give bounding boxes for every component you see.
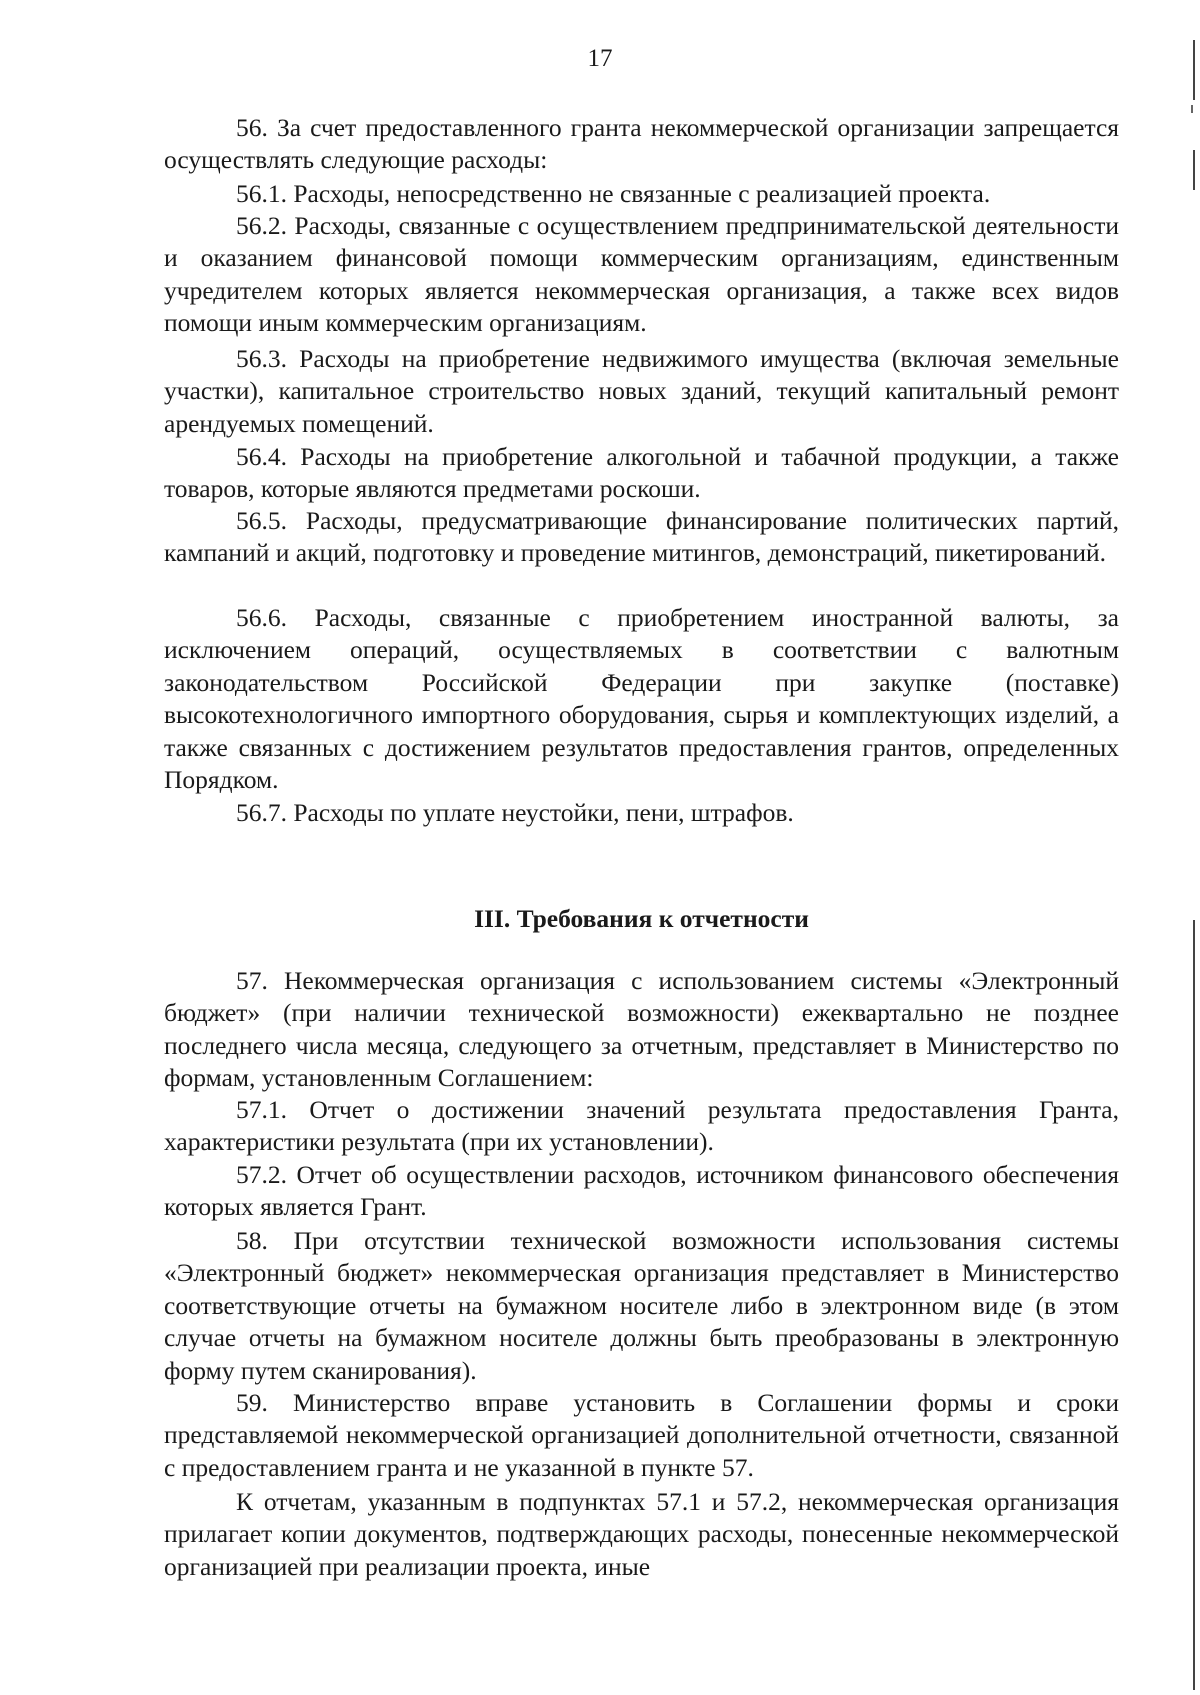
page-number: 17	[587, 45, 613, 72]
section-heading: III. Требования к отчетности	[474, 904, 809, 933]
paragraph-59: 59. Министерство вправе установить в Соглашении формы и сроки представляемой некоммерческой организацией дополнительной отчетности, связанной с предоставлением гранта и не указанной в пункте 57.	[164, 1388, 1119, 1482]
scan-edge-mark	[1193, 150, 1195, 190]
paragraph-56-6: 56.6. Расходы, связанные с приобретением иностранной валюты, за исключением операций, осуществляемых в соответствии с валютным законодательством Российской Федерации при закупке (поставке) высокотехнологичного импортного оборудования, сырья и комплектующих изделий, а также связанных с достижением результатов предоставления грантов, определенных Порядком.	[164, 603, 1119, 795]
paragraph-57-2: 57.2. Отчет об осуществлении расходов, источником финансового обеспечения которых является Грант.	[164, 1160, 1119, 1222]
paragraph-56: 56. За счет предоставленного гранта некоммерческой организации запрещается осуществлять следующие расходы:	[164, 113, 1119, 175]
scan-edge-mark	[1193, 40, 1195, 100]
paragraph-56-2: 56.2. Расходы, связанные с осуществлением предпринимательской деятельности и оказанием финансовой помощи коммерческим организациям, единственным учредителем которых является некоммерческая организация, а также всех видов помощи иным коммерческим организациям.	[164, 211, 1119, 338]
paragraph-56-1: 56.1. Расходы, непосредственно не связанные с реализацией проекта.	[236, 179, 991, 208]
paragraph-56-4: 56.4. Расходы на приобретение алкогольной и табачной продукции, а также товаров, которые являются предметами роскоши.	[164, 442, 1119, 504]
scan-edge-mark	[1193, 920, 1195, 1690]
paragraph-56-7: 56.7. Расходы по уплате неустойки, пени, штрафов.	[236, 798, 794, 827]
paragraph-56-3: 56.3. Расходы на приобретение недвижимого имущества (включая земельные участки), капитальное строительство новых зданий, текущий капитальный ремонт арендуемых помещений.	[164, 344, 1119, 438]
paragraph-57: 57. Некоммерческая организация с использованием системы «Электронный бюджет» (при наличии технической возможности) ежеквартально не позднее последнего числа месяца, следующего за отчетным, представляет в Министерство по формам, установленным Соглашением:	[164, 966, 1119, 1093]
scan-edge-mark	[1191, 105, 1193, 113]
paragraph-57-1: 57.1. Отчет о достижении значений результата предоставления Гранта, характеристики результата (при их установлении).	[164, 1095, 1119, 1157]
paragraph-56-5: 56.5. Расходы, предусматривающие финансирование политических партий, кампаний и акций, подготовку и проведение митингов, демонстраций, пикетирований.	[164, 506, 1119, 568]
paragraph-58: 58. При отсутствии технической возможности использования системы «Электронный бюджет» некоммерческая организация представляет в Министерство соответствующие отчеты на бумажном носителе либо в электронном виде (в этом случае отчеты на бумажном носителе должны быть преобразованы в электронную форму путем сканирования).	[164, 1226, 1119, 1385]
paragraph-attachments: К отчетам, указанным в подпунктах 57.1 и 57.2, некоммерческая организация прилагает копии документов, подтверждающих расходы, понесенные некоммерческой организацией при реализации проекта, иные	[164, 1487, 1119, 1581]
